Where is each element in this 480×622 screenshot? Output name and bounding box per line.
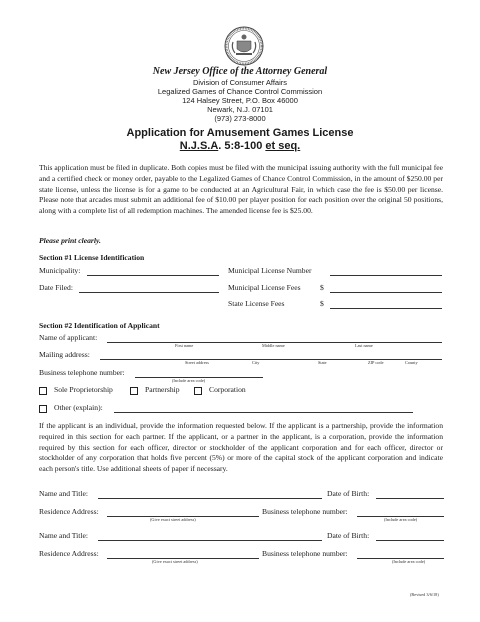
city-caption: City: [252, 360, 260, 365]
sole-proprietorship-checkbox[interactable]: [39, 387, 47, 395]
municipal-license-fees-label: Municipal License Fees: [228, 283, 301, 292]
name-title-field-1[interactable]: [98, 498, 322, 499]
office-name: New Jersey Office of the Attorney General: [152, 66, 328, 77]
office-phone: (973) 273-8000: [214, 114, 266, 123]
state-license-fees-field[interactable]: [330, 308, 442, 309]
give-exact-address-caption-1: (Give exact street address): [150, 517, 196, 522]
state-fee-dollar: $: [320, 299, 324, 308]
mailing-address-label: Mailing address:: [39, 350, 90, 359]
include-area-code-caption: (Include area code): [172, 378, 206, 383]
other-label: Other (explain):: [54, 403, 103, 412]
date-filed-field[interactable]: [79, 292, 219, 293]
intro-paragraph: This application must be filed in duplicate. Both copies must be filed with the municipal issuing authority with the full municipal fee and a certified check or money order, payable to the Legalized Games of Chance Control Commission, in the amount of $250.00 per state license, unless the license is for a game to be conducted at an Agricultural Fair, in which case the fee is $50.00 per license. Please note that arcades must submit an additional fee of $10.00 per player position for each position over the original 50 positions, along with a complete list of all redemption machines. The amended license fee is $25.00.: [39, 163, 443, 216]
partnership-checkbox[interactable]: [130, 387, 138, 395]
name-title-label-2: Name and Title:: [39, 531, 88, 540]
municipality-label: Municipality:: [39, 266, 81, 275]
statute-mid: . 5:8-100: [218, 140, 266, 152]
mailing-address-field[interactable]: [100, 359, 442, 360]
date-of-birth-field-1[interactable]: [376, 498, 444, 499]
business-phone-label-2: Business telephone number:: [262, 549, 348, 558]
form-title: Application for Amusement Games License: [126, 127, 354, 139]
state-seal: [224, 26, 264, 66]
division-name: Division of Consumer Affairs: [192, 78, 288, 87]
residence-address-label-2: Residence Address:: [39, 549, 99, 558]
state-license-fees-label: State License Fees: [228, 299, 285, 308]
name-title-field-2[interactable]: [98, 540, 322, 541]
statute-suffix: et seq.: [265, 140, 301, 152]
other-checkbox[interactable]: [39, 405, 47, 413]
municipality-field[interactable]: [87, 275, 219, 276]
other-explain-field[interactable]: [114, 412, 413, 413]
state-caption: State: [318, 360, 327, 365]
section2-heading: Section #2 Identification of Applicant: [39, 321, 160, 330]
revision-date: (Revised 3/6/18): [410, 592, 439, 597]
first-name-caption: First name: [175, 343, 194, 348]
municipal-fee-dollar: $: [320, 283, 324, 292]
date-of-birth-label-2: Date of Birth:: [327, 531, 370, 540]
instructions-paragraph: If the applicant is an individual, provide the information requested below. If the applicant is a partnership, provide the information required in this section for each partner. If the applicant, or a partner in the applicant, is a corporation, provide the information required by this section for each officer, director or stockholder of the applicant corporation and for each officer, director or stockholder of any corporation that holds five percent (5%) or more of the capital stock of the applicant corporation and indicate each person's title. Use additional sheets of paper if necessary.: [39, 421, 443, 474]
county-caption: County: [405, 360, 418, 365]
street-address-caption: Street address: [185, 360, 209, 365]
residence-address-label-1: Residence Address:: [39, 507, 99, 516]
date-of-birth-label-1: Date of Birth:: [327, 489, 370, 498]
zip-code-caption: ZIP code: [368, 360, 384, 365]
municipal-license-number-field[interactable]: [330, 275, 442, 276]
sole-proprietorship-label: Sole Proprietorship: [54, 385, 113, 394]
please-print-note: Please print clearly.: [39, 236, 101, 245]
date-of-birth-field-2[interactable]: [376, 540, 444, 541]
applicant-name-label: Name of applicant:: [39, 333, 98, 342]
statute-reference: [0, 140, 480, 152]
street-address: 124 Halsey Street, P.O. Box 46000: [182, 96, 298, 105]
last-name-caption: Last name: [355, 343, 373, 348]
commission-name: Legalized Games of Chance Control Commission: [157, 87, 323, 96]
corporation-label: Corporation: [209, 385, 246, 394]
partnership-label: Partnership: [145, 385, 180, 394]
business-phone-label-1: Business telephone number:: [262, 507, 348, 516]
give-exact-address-caption-2: (Give exact street address): [152, 559, 198, 564]
section1-heading: Section #1 License Identification: [39, 253, 145, 262]
corporation-checkbox[interactable]: [194, 387, 202, 395]
include-area-code-caption-2: (Include area code): [392, 559, 426, 564]
municipal-license-fees-field[interactable]: [330, 292, 442, 293]
city-zip: Newark, N.J. 07101: [207, 105, 273, 114]
include-area-code-caption-1: (Include area code): [384, 517, 418, 522]
business-phone-label: Business telephone number:: [39, 368, 125, 377]
date-filed-label: Date Filed:: [39, 283, 73, 292]
middle-name-caption: Middle name: [262, 343, 285, 348]
name-title-label-1: Name and Title:: [39, 489, 88, 498]
municipal-license-number-label: Municipal License Number: [228, 266, 312, 275]
statute-prefix: N.J.S.A: [179, 140, 219, 152]
